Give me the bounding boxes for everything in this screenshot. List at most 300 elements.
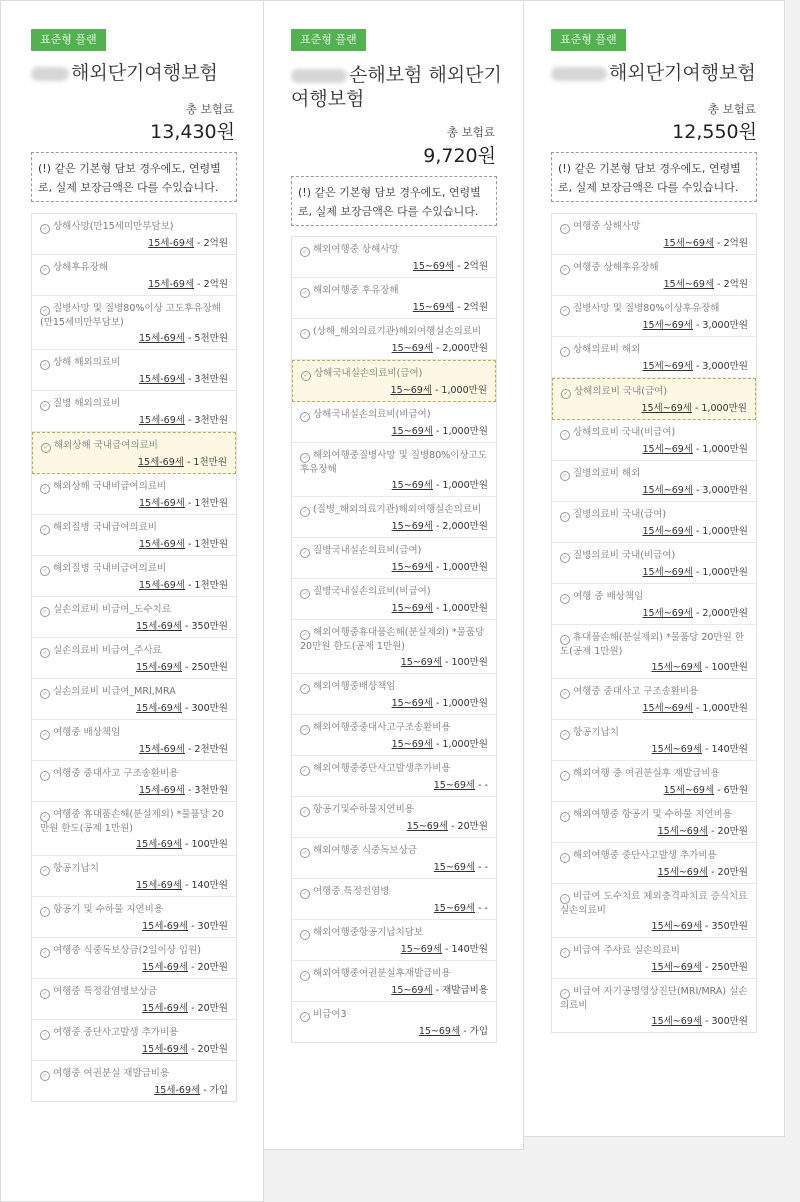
age-range: 15세~69세	[642, 526, 693, 537]
coverage-name-text: (질병_해외의료기관)해외여행실손의료비	[313, 504, 482, 515]
check-circle-icon: ✓	[300, 247, 310, 257]
check-circle-icon: ✓	[300, 288, 310, 298]
coverage-name-text: 여행중 식중독보상금(2일이상 입원)	[53, 945, 201, 956]
coverage-amount: - 140만원	[702, 744, 748, 755]
coverage-amount: - 3,000만원	[692, 485, 748, 496]
coverage-name	[560, 890, 748, 917]
check-circle-icon: ✓	[300, 889, 310, 899]
coverage-item	[292, 319, 496, 360]
coverage-item	[552, 296, 756, 337]
coverage-item	[32, 1061, 236, 1101]
coverage-name	[40, 726, 228, 740]
coverage-name-text: 실손의료비 비급여_MRI,MRA	[53, 686, 176, 697]
coverage-name	[300, 503, 488, 517]
coverage-name	[300, 967, 488, 981]
plan-card-1	[0, 0, 264, 1202]
check-circle-icon: ✓	[560, 430, 570, 440]
plan-card-2	[263, 0, 524, 1150]
coverage-value	[300, 561, 488, 574]
coverage-value	[560, 866, 748, 879]
check-circle-icon: ✓	[560, 812, 570, 822]
coverage-value	[300, 697, 488, 710]
age-range: 15세-69세	[142, 962, 189, 973]
coverage-amount: - 1,000만원	[692, 567, 748, 578]
coverage-item	[292, 620, 496, 674]
coverage-name-text: 여행 중 배상책임	[573, 591, 644, 602]
coverage-name	[40, 685, 228, 699]
blurred-company-name	[31, 67, 69, 81]
age-range: 15세-69세	[142, 1044, 189, 1055]
coverage-value	[40, 579, 228, 592]
age-range: 15세~69세	[642, 361, 693, 372]
coverage-item	[552, 802, 756, 843]
coverage-item	[32, 515, 236, 556]
coverage-amount: - 가입	[200, 1085, 228, 1096]
coverage-name-text: 질병의료비 국내(비급여)	[573, 550, 676, 561]
check-circle-icon: ✓	[40, 566, 50, 576]
coverage-name-text: 비급여 주사료 실손의료비	[573, 945, 680, 956]
coverage-name	[300, 926, 488, 940]
coverage-name	[560, 767, 748, 781]
coverage-value	[40, 879, 228, 892]
check-circle-icon: ✓	[300, 412, 310, 422]
check-circle-icon: ✓	[40, 689, 50, 699]
coverage-name-text: 상해국내실손의료비(비급여)	[313, 409, 431, 420]
check-circle-icon: ✓	[300, 684, 310, 694]
coverage-name-text: 해외상해 국내급여의료비	[54, 440, 158, 451]
coverage-item	[552, 979, 756, 1032]
coverage-name	[40, 603, 228, 617]
coverage-amount: - 20만원	[708, 867, 748, 878]
coverage-item	[32, 856, 236, 897]
coverage-name-text: 상해의료비 국내(비급여)	[573, 427, 676, 438]
coverage-value	[300, 779, 488, 792]
coverage-amount: - 250만원	[182, 662, 228, 673]
age-range: 15~69세	[391, 521, 433, 532]
coverage-name	[301, 367, 487, 381]
blurred-company-name	[291, 69, 347, 83]
plan-badge: 표준형 플랜	[291, 29, 366, 51]
coverage-name-text: 질병 해외의료비	[53, 398, 121, 409]
coverage-amount: - 3천만원	[184, 785, 228, 796]
coverage-name	[561, 385, 747, 399]
age-range: 15세-69세	[142, 1003, 189, 1014]
check-circle-icon: ✓	[560, 594, 570, 604]
coverage-amount: - 100만원	[702, 662, 748, 673]
coverage-item	[552, 761, 756, 802]
coverage-name	[40, 1067, 228, 1081]
coverage-amount: - 1,000만원	[431, 385, 487, 396]
coverage-amount: - -	[475, 780, 488, 791]
plan-title-text: 손해보험 해외단기여행보험	[291, 64, 502, 110]
coverage-item	[292, 961, 496, 1002]
age-range: 15세~69세	[651, 744, 703, 755]
coverage-name	[560, 508, 748, 522]
coverage-name-text: 해외여행중 항공기 및 수하물 지연비용	[573, 809, 732, 820]
coverage-amount: - 1천만원	[184, 539, 228, 550]
age-range: 15~69세	[391, 985, 433, 996]
coverage-amount: - 1,000만원	[432, 562, 488, 573]
coverage-amount: - 2억원	[194, 279, 228, 290]
coverage-value	[560, 607, 748, 620]
age-range: 15세~69세	[642, 444, 693, 455]
coverage-name-text: 해외여행중중대사고구조송환비용	[313, 722, 451, 733]
coverage-value	[560, 360, 748, 373]
coverage-item	[292, 879, 496, 920]
check-circle-icon: ✓	[40, 989, 50, 999]
age-range: 15세~69세	[663, 238, 715, 249]
coverage-item	[32, 979, 236, 1020]
age-range: 15세-69세	[136, 839, 183, 850]
age-range: 15세-69세	[137, 457, 184, 468]
age-range: 15세~69세	[651, 662, 703, 673]
coverage-amount: - 20만원	[708, 826, 748, 837]
coverage-name-text: (상해_해외의료기관)해외여행실손의료비	[313, 326, 482, 337]
coverage-value	[561, 402, 747, 415]
coverage-name-text: 실손의료비 비급여_주사료	[53, 645, 162, 656]
plan-badge: 표준형 플랜	[31, 29, 106, 51]
coverage-item	[32, 556, 236, 597]
coverage-name-text: 해외여행중휴대품손해(분실제외) *물품당 20만원 한도(공제 1만원)	[300, 627, 485, 652]
check-circle-icon: ✓	[560, 853, 570, 863]
coverage-item	[32, 474, 236, 515]
coverage-amount: - 1천만원	[184, 498, 228, 509]
coverage-value	[560, 278, 748, 291]
coverage-name	[300, 449, 488, 476]
coverage-amount: - 300만원	[702, 1016, 748, 1027]
coverage-name-text: 상해후유장해	[53, 262, 109, 273]
coverage-value	[40, 1043, 228, 1056]
check-circle-icon: ✓	[40, 907, 50, 917]
coverage-item	[552, 502, 756, 543]
coverage-amount: - 20만원	[188, 1003, 228, 1014]
coverage-name	[40, 862, 228, 876]
coverage-name	[560, 944, 748, 958]
coverage-item	[32, 214, 236, 255]
coverage-value	[560, 661, 748, 674]
check-circle-icon: ✓	[560, 689, 570, 699]
age-range: 15~69세	[391, 343, 433, 354]
coverage-name-text: 해외여행중 식중독보상금	[313, 845, 417, 856]
age-range: 15세-69세	[138, 539, 185, 550]
coverage-amount: - 5천만원	[184, 333, 228, 344]
age-range: 15세-69세	[136, 703, 183, 714]
coverage-name	[300, 803, 488, 817]
plan-title-text: 해외단기여행보험	[71, 62, 218, 84]
coverage-name-text: 실손의료비 비급여_도수치료	[53, 604, 171, 615]
age-range: 15세-69세	[142, 921, 189, 932]
check-circle-icon: ✓	[40, 525, 50, 535]
age-range: 15~69세	[391, 426, 433, 437]
age-range: 15~69세	[391, 603, 433, 614]
coverage-value	[40, 838, 228, 851]
age-range: 15~69세	[391, 562, 433, 573]
coverage-amount: - 1,000만원	[432, 739, 488, 750]
coverage-value	[40, 278, 228, 291]
total-premium-value: 13,430원	[150, 121, 235, 143]
coverage-name-text: 해외질병 국내비급여의료비	[53, 563, 167, 574]
coverage-item	[552, 884, 756, 938]
coverage-name	[40, 397, 228, 411]
age-range: 15~69세	[391, 698, 433, 709]
check-circle-icon: ✓	[300, 725, 310, 735]
coverage-item	[292, 360, 496, 402]
coverage-amount: - 100만원	[182, 839, 228, 850]
check-circle-icon: ✓	[40, 265, 50, 275]
coverage-value	[560, 566, 748, 579]
coverage-name-text: 상해의료비 국내(급여)	[574, 386, 668, 397]
coverage-item	[32, 597, 236, 638]
age-range: 15~69세	[400, 944, 443, 955]
coverage-item	[552, 543, 756, 584]
coverage-amount: - 1,000만원	[692, 444, 748, 455]
check-circle-icon: ✓	[561, 389, 571, 399]
coverage-name-text: 상해사망(만15세미만부담보)	[53, 221, 174, 232]
coverage-item	[32, 432, 236, 474]
coverage-name-text: 질병국내실손의료비(급여)	[313, 545, 422, 556]
coverage-name-text: 여행중 중대사고 구조송환비용	[573, 686, 699, 697]
coverage-name-text: 여행중 휴대품손해(분실제외) *물품당 20만원 한도(공제 1만원)	[40, 809, 224, 834]
check-circle-icon: ✓	[300, 848, 310, 858]
age-range: 15세-69세	[138, 498, 185, 509]
check-circle-icon: ✓	[40, 771, 50, 781]
coverage-item	[292, 715, 496, 756]
age-range: 15세~69세	[641, 403, 692, 414]
coverage-name-text: 질병국내실손의료비(비급여)	[313, 586, 431, 597]
age-range: 15~69세	[433, 903, 476, 914]
coverage-item	[552, 214, 756, 255]
coverage-name-text: 여행중 상해사망	[573, 221, 641, 232]
coverage-value	[560, 237, 748, 250]
check-circle-icon: ✓	[560, 306, 570, 316]
coverage-value	[560, 961, 748, 974]
coverage-item	[552, 843, 756, 884]
coverage-amount: - 3천만원	[184, 415, 228, 426]
coverage-amount: - 1,000만원	[432, 426, 488, 437]
coverage-amount: - 2억원	[714, 238, 748, 249]
coverage-value	[40, 620, 228, 633]
coverage-value	[560, 1015, 748, 1028]
age-range: 15세-69세	[138, 333, 185, 344]
coverage-value	[560, 443, 748, 456]
age-range: 15~69세	[391, 480, 433, 491]
plan-title-text: 해외단기여행보험	[609, 62, 756, 84]
coverage-name	[40, 521, 228, 535]
coverage-value	[300, 1025, 488, 1038]
coverage-amount: - 2억원	[714, 279, 748, 290]
coverage-value	[560, 319, 748, 332]
check-circle-icon: ✓	[300, 807, 310, 817]
age-range: 15세-69세	[136, 621, 183, 632]
coverage-amount: - 재발급비용	[432, 985, 488, 996]
coverage-item	[552, 625, 756, 679]
coverage-item	[32, 638, 236, 679]
coverage-amount: - 6만원	[714, 785, 748, 796]
coverage-list	[551, 213, 757, 1033]
check-circle-icon: ✓	[40, 1071, 50, 1081]
coverage-name	[40, 302, 228, 329]
coverage-name-text: 해외질병 국내급여의료비	[53, 522, 157, 533]
age-range: 15세~69세	[642, 320, 693, 331]
check-circle-icon: ✓	[560, 989, 570, 999]
plan-title	[31, 61, 218, 85]
coverage-name	[300, 408, 488, 422]
coverage-name	[40, 480, 228, 494]
coverage-name	[40, 644, 228, 658]
coverage-amount: - 1,000만원	[432, 698, 488, 709]
coverage-amount: - 1천만원	[184, 580, 228, 591]
coverage-value	[300, 301, 488, 314]
coverage-name-text: 질병사망 및 질병80%이상 고도후유장해 (만15세미만부담보)	[40, 303, 221, 328]
plan-badge: 표준형 플랜	[551, 29, 626, 51]
coverage-name	[300, 680, 488, 694]
check-circle-icon: ✓	[560, 948, 570, 958]
coverage-name	[41, 439, 227, 453]
coverage-item	[552, 461, 756, 502]
coverage-value	[40, 538, 228, 551]
coverage-name	[40, 903, 228, 917]
check-circle-icon: ✓	[40, 360, 50, 370]
coverage-name	[40, 944, 228, 958]
coverage-name	[300, 544, 488, 558]
coverage-name-text: 여행중 중단사고발생 추가비용	[53, 1027, 179, 1038]
coverage-amount: - 20만원	[188, 1044, 228, 1055]
coverage-value	[560, 702, 748, 715]
coverage-value	[300, 902, 488, 915]
coverage-name	[300, 585, 488, 599]
coverage-amount: - 2억원	[454, 302, 488, 313]
coverage-value	[40, 743, 228, 756]
coverage-item	[552, 584, 756, 625]
coverage-value	[301, 384, 487, 397]
age-range: 15세~69세	[651, 962, 703, 973]
coverage-value	[560, 784, 748, 797]
coverage-name-text: 여행중 상해후유장해	[573, 262, 659, 273]
coverage-name	[40, 220, 228, 234]
coverage-amount: - 250만원	[702, 962, 748, 973]
coverage-amount: - 100만원	[442, 657, 488, 668]
coverage-value	[560, 825, 748, 838]
coverage-name-text: 비급여 도수치료 체외충격파치료 증식치료 실손의료비	[560, 891, 748, 916]
coverage-name-text: 해외여행중배상책임	[313, 681, 396, 692]
age-range: 15세-69세	[138, 744, 185, 755]
coverage-name	[300, 762, 488, 776]
check-circle-icon: ✓	[560, 730, 570, 740]
plan-card-3	[523, 0, 785, 1137]
check-circle-icon: ✓	[40, 1030, 50, 1040]
coverage-item	[292, 920, 496, 961]
coverage-item	[292, 797, 496, 838]
age-range: 15~69세	[400, 657, 443, 668]
coverage-item	[552, 337, 756, 378]
coverage-value	[560, 484, 748, 497]
coverage-item	[292, 756, 496, 797]
check-circle-icon: ✓	[560, 471, 570, 481]
coverage-value	[300, 479, 488, 492]
coverage-value	[40, 332, 228, 345]
coverage-value	[40, 497, 228, 510]
age-range: 15세-69세	[138, 374, 185, 385]
notice-box: (!) 같은 기본형 담보 경우에도, 연령별로, 실제 보장금액은 다를 수있습니다.	[551, 152, 757, 202]
total-premium-label: 총 보험료	[185, 102, 234, 116]
coverage-name	[560, 685, 748, 699]
coverage-value	[300, 738, 488, 751]
coverage-item	[292, 237, 496, 278]
coverage-name	[560, 726, 748, 740]
coverage-name	[300, 721, 488, 735]
coverage-item	[292, 579, 496, 620]
check-circle-icon: ✓	[560, 635, 570, 645]
age-range: 15~69세	[412, 261, 455, 272]
age-range: 15세-69세	[136, 662, 183, 673]
coverage-name	[300, 626, 488, 653]
coverage-name-text: 해외상해 국내비급여의료비	[53, 481, 167, 492]
check-circle-icon: ✓	[560, 894, 570, 904]
total-premium-label: 총 보험료	[446, 125, 495, 139]
coverage-item	[292, 443, 496, 497]
coverage-name-text: 항공기및수하물지연비용	[313, 804, 414, 815]
coverage-item	[32, 350, 236, 391]
coverage-value	[300, 520, 488, 533]
age-range: 15세-69세	[136, 880, 183, 891]
coverage-name-text: 여행중 특정전염병	[313, 886, 390, 897]
coverage-item	[32, 897, 236, 938]
coverage-name	[40, 356, 228, 370]
coverage-value	[300, 943, 488, 956]
coverage-amount: - 2억원	[454, 261, 488, 272]
coverage-name	[40, 1026, 228, 1040]
coverage-name-text: 비급여3	[313, 1009, 347, 1020]
coverage-amount: - 3,000만원	[692, 361, 748, 372]
coverage-name	[40, 808, 228, 835]
coverage-amount: - 140만원	[182, 880, 228, 891]
check-circle-icon: ✓	[560, 224, 570, 234]
age-range: 15세~69세	[663, 785, 715, 796]
notice-box: (!) 같은 기본형 담보 경우에도, 연령별로, 실제 보장금액은 다를 수있습니다.	[291, 176, 497, 226]
coverage-amount: - 3,000만원	[692, 320, 748, 331]
check-circle-icon: ✓	[300, 1012, 310, 1022]
age-range: 15~69세	[433, 862, 476, 873]
coverage-name-text: 해외여행중항공기납치담보	[313, 927, 424, 938]
coverage-item	[292, 402, 496, 443]
coverage-value	[300, 656, 488, 669]
check-circle-icon: ✓	[40, 306, 50, 316]
age-range: 15~69세	[390, 385, 432, 396]
coverage-name-text: 상해 해외의료비	[53, 357, 121, 368]
coverage-name	[40, 985, 228, 999]
check-circle-icon: ✓	[300, 507, 310, 517]
blurred-company-name	[551, 67, 607, 81]
age-range: 15세~69세	[657, 867, 709, 878]
coverage-name	[560, 467, 748, 481]
coverage-amount: - 1,000만원	[432, 480, 488, 491]
total-premium-value: 12,550원	[672, 121, 757, 143]
coverage-name-text: 해외여행중질병사망 및 질병80%이상고도후유장해	[300, 450, 487, 475]
coverage-amount: - 1천만원	[183, 457, 227, 468]
coverage-value	[40, 920, 228, 933]
coverage-name	[560, 985, 748, 1012]
coverage-item	[32, 761, 236, 802]
coverage-name	[560, 849, 748, 863]
coverage-name	[560, 261, 748, 275]
age-range: 15세~69세	[651, 1016, 703, 1027]
coverage-value	[40, 1002, 228, 1015]
check-circle-icon: ✓	[40, 401, 50, 411]
coverage-name-text: 여행중 여권분실 재발급비용	[53, 1068, 170, 1079]
check-circle-icon: ✓	[300, 971, 310, 981]
coverage-name	[300, 885, 488, 899]
coverage-list	[291, 236, 497, 1043]
